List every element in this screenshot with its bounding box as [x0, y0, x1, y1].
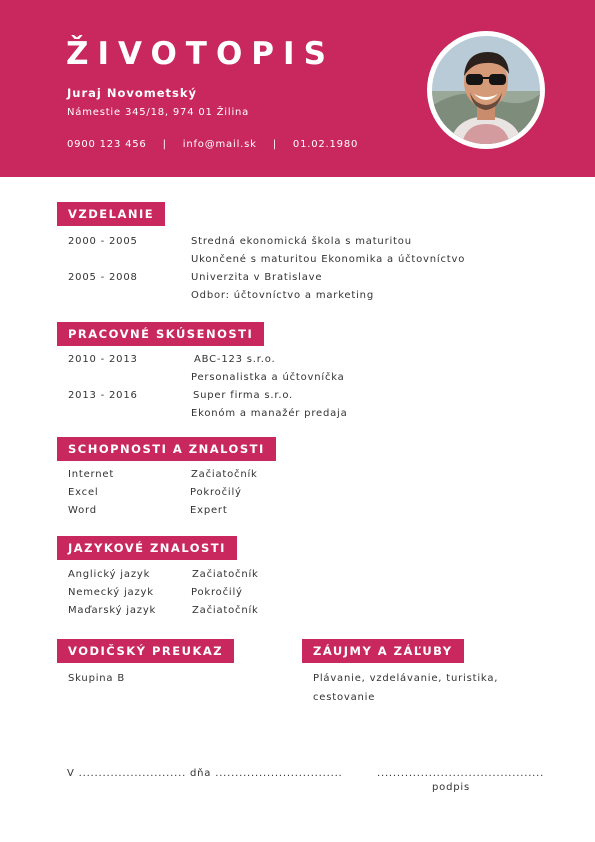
separator: |: [162, 139, 167, 150]
person-name: Juraj Novometský: [67, 86, 198, 100]
section-skills-heading: SCHOPNOSTI A ZNALOSTI: [57, 437, 276, 461]
phone-number: 0900 123 456: [67, 139, 147, 150]
section-languages-heading: JAZYKOVÉ ZNALOSTI: [57, 536, 237, 560]
header-banner: [0, 0, 595, 177]
experience-period: 2013 - 2016: [68, 390, 138, 401]
skill-level: Expert: [190, 505, 228, 516]
person-address: Námestie 345/18, 974 01 Žilina: [67, 107, 250, 118]
language-name: Anglický jazyk: [68, 569, 151, 580]
skill-level: Pokročilý: [190, 487, 242, 498]
place-date-line: V ........................... dňa ................................: [67, 768, 343, 779]
section-experience-heading: PRACOVNÉ SKÚSENOSTI: [57, 322, 264, 346]
section-license-heading: VODIČSKÝ PREUKAZ: [57, 639, 234, 663]
signature-line: ..........................................: [377, 768, 545, 779]
language-level: Začiatočník: [192, 605, 259, 616]
profile-photo: [427, 31, 545, 149]
birth-date: 01.02.1980: [292, 139, 359, 150]
language-level: Pokročilý: [191, 587, 243, 598]
education-period: 2005 - 2008: [68, 272, 138, 283]
experience-position: Ekonóm a manažér predaja: [191, 408, 348, 419]
page-title: ŽIVOTOPIS: [66, 36, 335, 72]
section-hobbies-heading: ZÁUJMY A ZÁĽUBY: [302, 639, 464, 663]
skill-name: Internet: [68, 469, 115, 480]
signature-label: podpis: [432, 782, 470, 793]
hobbies-line: Plávanie, vzdelávanie, turistika,: [313, 673, 499, 684]
skill-name: Word: [68, 505, 97, 516]
contact-line: [67, 139, 358, 150]
skill-name: Excel: [68, 487, 99, 498]
language-name: Maďarský jazyk: [68, 605, 157, 616]
education-detail: Odbor: účtovníctvo a marketing: [191, 290, 374, 301]
experience-company: ABC-123 s.r.o.: [194, 354, 276, 365]
education-period: 2000 - 2005: [68, 236, 138, 247]
experience-company: Super firma s.r.o.: [193, 390, 294, 401]
education-school: Univerzita v Bratislave: [191, 272, 323, 283]
avatar: [432, 36, 540, 144]
separator: |: [272, 139, 277, 150]
email-address: info@mail.sk: [182, 139, 257, 150]
license-value: Skupina B: [68, 673, 125, 684]
education-detail: Ukončené s maturitou Ekonomika a účtovníctvo: [191, 254, 466, 265]
language-name: Nemecký jazyk: [68, 587, 154, 598]
education-school: Stredná ekonomická škola s maturitou: [191, 236, 412, 247]
skill-level: Začiatočník: [191, 469, 258, 480]
hobbies-line: cestovanie: [313, 692, 376, 703]
section-education-heading: VZDELANIE: [57, 202, 165, 226]
experience-period: 2010 - 2013: [68, 354, 138, 365]
language-level: Začiatočník: [192, 569, 259, 580]
experience-position: Personalistka a účtovníčka: [191, 372, 345, 383]
